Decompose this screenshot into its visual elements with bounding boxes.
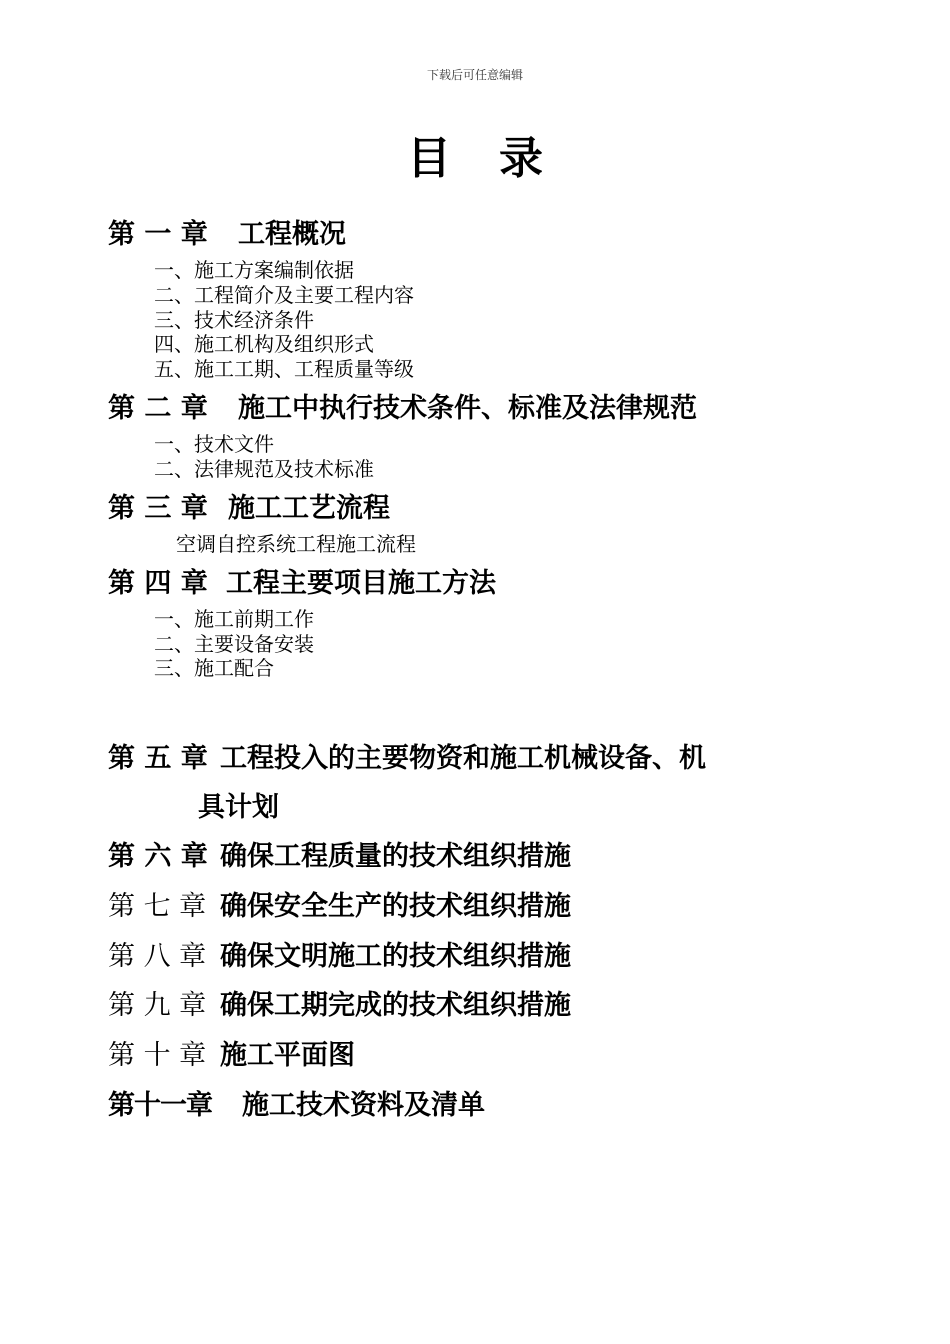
chapter-number: 第 八 章 xyxy=(108,941,207,972)
chapter-4 xyxy=(108,567,496,601)
chapter-number: 第 四 章 xyxy=(108,568,208,599)
chapter-title: 工程主要项目施工方法 xyxy=(226,568,496,599)
chapter-9 xyxy=(108,989,571,1023)
chapter-title: 确保文明施工的技术组织措施 xyxy=(220,941,571,972)
chapter-title: 确保安全生产的技术组织措施 xyxy=(220,891,571,922)
chapter-number: 第 七 章 xyxy=(108,891,207,922)
chapter-number: 第十一章 xyxy=(108,1090,212,1121)
chapter-title: 工程概况 xyxy=(238,219,346,250)
chapter-title: 施工中执行技术条件、标准及法律规范 xyxy=(238,393,697,424)
chapter-title: 确保工期完成的技术组织措施 xyxy=(220,990,571,1021)
chapter-title: 工程投入的主要物资和施工机械设备、机 xyxy=(220,743,706,774)
chapter-number: 第 三 章 xyxy=(108,493,208,524)
chapter-title-continuation: 具计划 xyxy=(198,792,279,823)
page-title xyxy=(0,132,950,186)
section-item: 一、施工方案编制依据 xyxy=(154,258,354,282)
chapter-5 xyxy=(108,742,706,776)
section-item: 五、施工工期、工程质量等级 xyxy=(154,357,414,381)
section-item: 二、主要设备安装 xyxy=(154,632,314,656)
section-item: 一、施工前期工作 xyxy=(154,607,314,631)
section-item: 空调自控系统工程施工流程 xyxy=(176,532,416,556)
chapter-number: 第 一 章 xyxy=(108,219,208,250)
chapter-6 xyxy=(108,840,571,874)
chapter-number: 第 十 章 xyxy=(108,1040,207,1071)
chapter-10 xyxy=(108,1039,355,1073)
title-char-2: 录 xyxy=(499,133,543,184)
chapter-8 xyxy=(108,940,571,974)
chapter-title: 施工平面图 xyxy=(220,1040,355,1071)
chapter-title: 确保工程质量的技术组织措施 xyxy=(220,841,571,872)
chapter-3 xyxy=(108,492,390,526)
chapter-7 xyxy=(108,890,571,924)
chapter-number: 第 二 章 xyxy=(108,393,208,424)
section-item: 四、施工机构及组织形式 xyxy=(154,332,374,356)
section-item: 一、技术文件 xyxy=(154,432,274,456)
title-char-1: 目 xyxy=(407,133,451,184)
chapter-11 xyxy=(108,1089,485,1123)
section-item: 二、工程简介及主要工程内容 xyxy=(154,283,414,307)
section-item: 二、法律规范及技术标准 xyxy=(154,457,374,481)
section-item: 三、技术经济条件 xyxy=(154,308,314,332)
chapter-title: 施工技术资料及清单 xyxy=(242,1090,485,1121)
chapter-2 xyxy=(108,392,697,426)
header-note: 下载后可任意编辑 xyxy=(426,68,523,82)
section-item: 三、施工配合 xyxy=(154,656,274,680)
chapter-number: 第 六 章 xyxy=(108,841,208,872)
chapter-number: 第 五 章 xyxy=(108,743,208,774)
chapter-number: 第 九 章 xyxy=(108,990,207,1021)
chapter-1 xyxy=(108,218,346,252)
chapter-title: 施工工艺流程 xyxy=(228,493,390,524)
